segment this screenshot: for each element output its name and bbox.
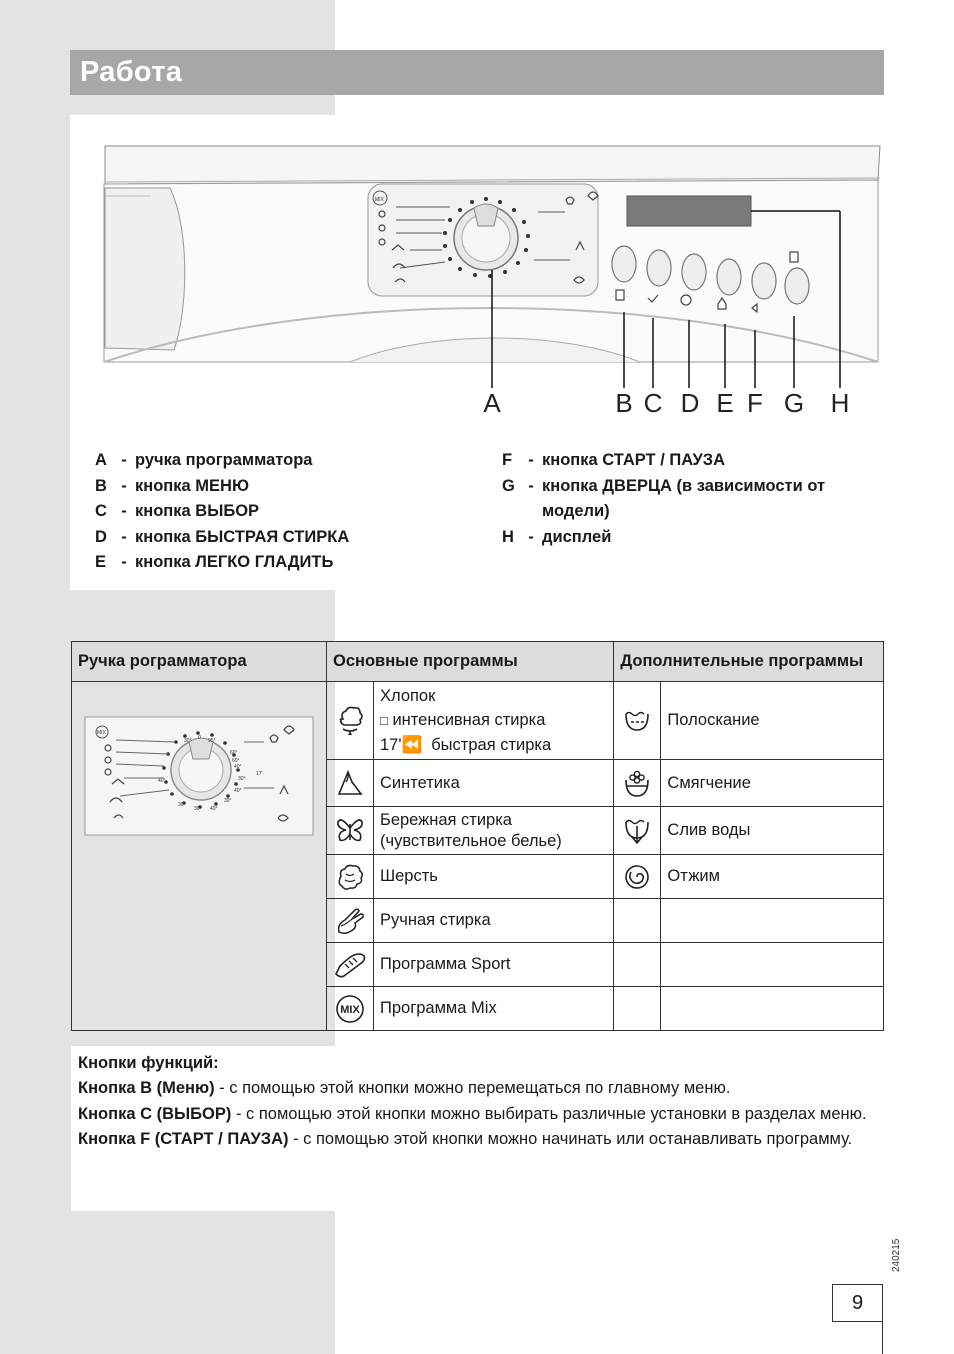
dial-label: 60° [230,750,238,756]
function-buttons-section [71,1046,884,1211]
mix-label: Программа Mix [374,987,614,1031]
section-title-bar [70,50,884,95]
legend-item: H - дисплей [502,527,612,546]
fast-forward-icon: ⏪ [401,736,423,754]
intensive-wash-line: □ интенсивная стирка [380,711,546,729]
page-number-tick [882,1322,883,1354]
dial-label: 30° [224,798,232,804]
wool-label: Шерсть [374,855,614,899]
empty-extra-cell [661,899,884,943]
sport-icon [333,950,367,980]
header-knob: Ручка рограмматора [72,642,327,682]
delicate-program [374,807,614,855]
header-extra-programs: Дополнительные программы [614,642,884,682]
delicate-cell [327,807,374,855]
drain-label: Слив воды [661,807,884,855]
cotton-icon [335,705,365,737]
empty-extra-cell [661,943,884,987]
document-code [885,1232,915,1274]
hand-wash-label: Ручная стирка [374,899,614,943]
drain-cell [614,807,661,855]
functions-heading: Кнопки функций: [78,1054,219,1072]
mix-icon [333,994,367,1024]
quick-wash-line: 17'⏪ быстрая стирка [380,736,552,754]
sport-cell [327,943,374,987]
dial-label: 30° [194,806,202,812]
wool-icon [335,862,365,892]
mix-cell [327,987,374,1031]
rinse-cell [614,682,661,760]
header-main-programs: Основные программы [327,642,614,682]
dial-label: 40° [210,806,218,812]
shirt-icon: □ [380,713,388,728]
rinse-label: Полоскание [661,682,884,760]
knob-cell [72,682,327,1031]
callout-h: H [830,388,850,418]
programmer-knob-illustration [84,712,314,840]
wool-cell [327,855,374,899]
callout-b: B [615,388,633,418]
spin-icon [622,862,652,892]
spin-cell [614,855,661,899]
legend-item: B - кнопка МЕНЮ [95,476,249,495]
programs-table [71,641,884,1031]
callout-f: F [747,388,763,418]
spin-label: Отжим [661,855,884,899]
empty-icon-cell [614,943,661,987]
mix-badge-text: MIX [340,1003,360,1016]
callout-a: A [483,388,501,418]
legend-item: C - кнопка ВЫБОР [95,502,260,520]
function-item: Кнопка F (СТАРТ / ПАУЗА) - с помощью этой кнопки можно начинать или останавливать программу. [78,1129,853,1148]
washer-control-panel-illustration [100,140,884,422]
dial-label: 40° [234,788,242,794]
dial-label: 30° [238,776,246,782]
synthetics-label: Синтетика [374,760,614,807]
cotton-program [374,682,614,760]
page-title: Работа [80,56,183,88]
dial-label: 40° [158,778,166,784]
table-row [72,682,884,760]
empty-icon-cell [614,899,661,943]
function-item: Кнопка C (ВЫБОР) - с помощью этой кнопки можно выбирать различные установки в разделах меню. [78,1104,867,1123]
legend-item: E - кнопка ЛЕГКО ГЛАДИТЬ [95,553,334,571]
callout-g: G [783,388,805,418]
dial-label: 0 [198,735,201,741]
empty-extra-cell [661,987,884,1031]
dial-label: 60° [232,758,240,764]
legend-item-continued: модели) [542,502,610,520]
delicate-sublabel: (чувствительное белье) [380,831,562,850]
dial-label: 40° [234,764,242,770]
delicate-icon [335,816,365,846]
sport-label: Программа Sport [374,943,614,987]
cotton-cell [327,682,374,760]
legend-item: G - кнопка ДВЕРЦА (в зависимости от [502,476,826,495]
softener-cell [614,760,661,807]
legend-left [95,448,475,576]
cotton-label: Хлопок [380,687,436,705]
svg-text:240215: 240215 [891,1238,902,1272]
dial-label: 30° [184,738,192,744]
callout-d: D [680,388,700,418]
hand-wash-cell [327,899,374,943]
dial-label: 30° [178,802,186,808]
empty-icon-cell [614,987,661,1031]
page-number: 9 [832,1284,883,1322]
legend-item: A - ручка программатора [95,451,313,469]
delicate-label: Бережная стирка [380,810,512,829]
legend-right [502,448,872,550]
dial-label: 95° [208,738,216,744]
hand-wash-icon [335,906,365,936]
callout-c: C [643,388,663,418]
synthetics-icon [335,768,365,798]
legend-item: D - кнопка БЫСТРАЯ СТИРКА [95,527,350,546]
rinse-icon [622,708,652,734]
svg-text:MIX: MIX [375,197,384,203]
softener-label: Смягчение [661,760,884,807]
function-item: Кнопка B (Меню) - с помощью этой кнопки можно перемещаться по главному меню. [78,1079,731,1098]
quick-wash-time: 17' [380,736,402,754]
synthetics-cell [327,760,374,807]
drain-icon [622,816,652,846]
callout-e: E [716,388,734,418]
softener-icon [622,768,652,798]
dial-label: 17' [256,771,263,777]
dial-mix-label: MIX [97,730,106,736]
legend-item: F - кнопка СТАРТ / ПАУЗА [502,451,726,469]
